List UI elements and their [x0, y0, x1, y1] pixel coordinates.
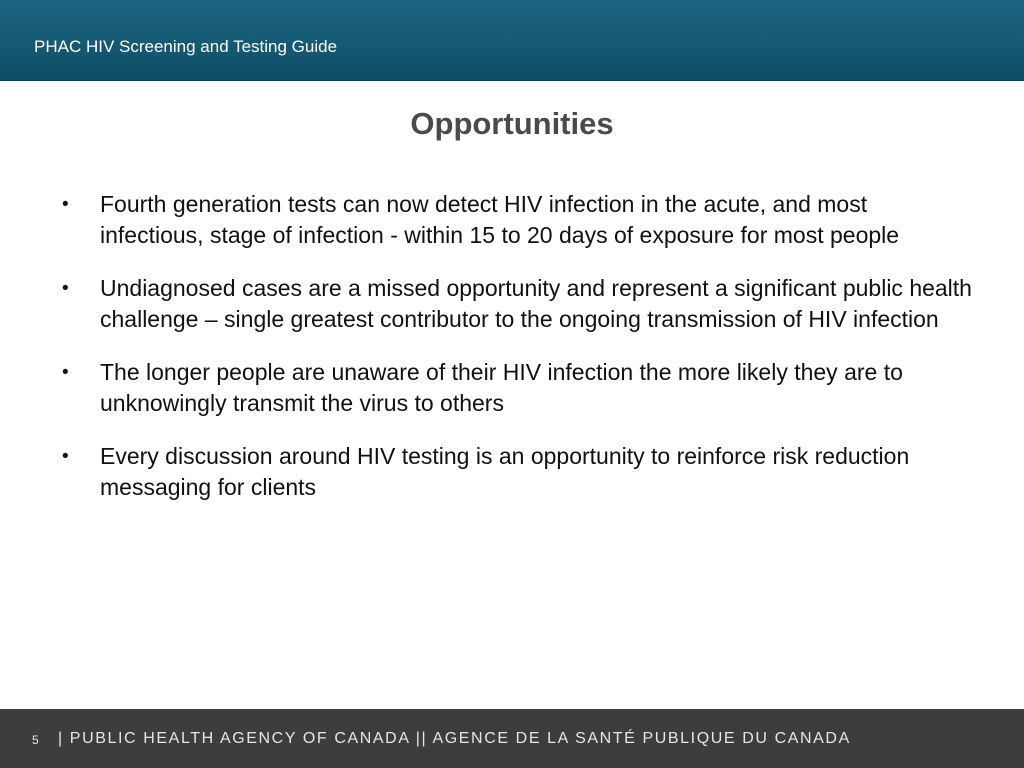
header-band: [0, 0, 1024, 81]
footer-band: [0, 709, 1024, 768]
bullet-item: [62, 189, 972, 251]
agency-footer-text: | PUBLIC HEALTH AGENCY OF CANADA || AGENCE DE LA SANTÉ PUBLIQUE DU CANADA: [58, 730, 851, 747]
bullet-text: Every discussion around HIV testing is an opportunity to reinforce risk reduction messaging for clients: [100, 443, 910, 500]
bullet-text: Undiagnosed cases are a missed opportunity and represent a significant public health challenge – single greatest contributor to the ongoing transmission of HIV infection: [100, 275, 972, 332]
bullet-item: [62, 273, 972, 335]
bullet-dot-icon: •: [62, 278, 69, 299]
header-title: PHAC HIV Screening and Testing Guide: [34, 37, 338, 56]
slide-title: Opportunities: [410, 106, 614, 141]
bullet-item: [62, 357, 972, 419]
bullet-text: The longer people are unaware of their HIV infection the more likely they are to unknowingly transmit the virus to others: [100, 359, 903, 416]
page-number: 5: [32, 733, 39, 747]
bullet-dot-icon: •: [62, 362, 69, 383]
bullet-dot-icon: •: [62, 446, 69, 467]
bullet-dot-icon: •: [62, 194, 69, 215]
bullet-list: [62, 189, 972, 525]
bullet-item: [62, 441, 972, 503]
bullet-text: Fourth generation tests can now detect HIV infection in the acute, and most infectious, stage of infection - within 15 to 20 days of exposure for most people: [100, 191, 900, 248]
